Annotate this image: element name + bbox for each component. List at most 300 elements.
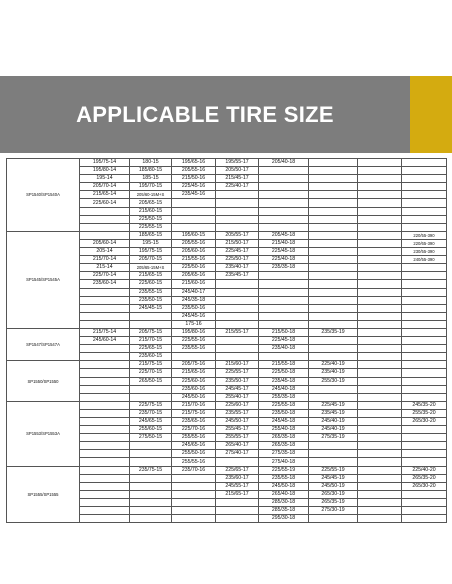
size-cell: 235/60-15: [130, 353, 172, 361]
size-cell: [80, 393, 130, 401]
size-cell: 220/65-390: [402, 239, 447, 247]
size-cell: 225/70-15: [130, 369, 172, 377]
size-cell: [402, 183, 447, 191]
empty-cell: [358, 507, 402, 515]
size-cell: 245/40-19: [309, 418, 358, 426]
size-cell: [309, 296, 358, 304]
size-cell: [80, 450, 130, 458]
empty-cell: [358, 418, 402, 426]
size-cell: 245/50-19: [309, 482, 358, 490]
size-cell: 235/50-16: [172, 304, 216, 312]
size-cell: 235/50-18: [259, 409, 309, 417]
size-cell: [309, 215, 358, 223]
size-cell: [402, 361, 447, 369]
size-cell: 205/55-16: [172, 239, 216, 247]
size-cell: 225/45-18: [259, 337, 309, 345]
size-cell: 235/45-18: [259, 377, 309, 385]
size-cell: [80, 361, 130, 369]
size-cell: 265/40-17: [216, 442, 259, 450]
size-cell: [309, 175, 358, 183]
size-cell: 225/45-19: [309, 401, 358, 409]
size-cell: 215/65-15: [130, 272, 172, 280]
size-cell: 265/35-18: [259, 442, 309, 450]
size-cell: 245/35-20: [402, 401, 447, 409]
size-cell: [402, 515, 447, 523]
empty-cell: [358, 280, 402, 288]
size-cell: 225/60-15: [130, 280, 172, 288]
size-cell: [130, 442, 172, 450]
size-cell: 275/40-18: [259, 458, 309, 466]
size-cell: [402, 280, 447, 288]
empty-cell: [358, 458, 402, 466]
size-cell: [216, 215, 259, 223]
size-cell: [172, 215, 216, 223]
size-cell: 225/50-15: [130, 215, 172, 223]
size-cell: 195/60-15: [172, 231, 216, 239]
size-cell: [309, 320, 358, 328]
size-cell: [216, 458, 259, 466]
size-cell: [172, 507, 216, 515]
size-cell: [309, 515, 358, 523]
size-cell: [402, 320, 447, 328]
size-cell: 205/60-16: [172, 248, 216, 256]
empty-cell: [358, 474, 402, 482]
size-cell: [130, 385, 172, 393]
size-cell: [309, 450, 358, 458]
size-cell: [80, 507, 130, 515]
model-cell: SP1553/SP1553A: [7, 401, 80, 466]
size-cell: 225/55-15: [130, 223, 172, 231]
size-cell: [216, 280, 259, 288]
size-cell: 245/40-19: [309, 426, 358, 434]
empty-cell: [358, 337, 402, 345]
model-cell: SP1555/SP1555: [7, 466, 80, 523]
size-cell: [402, 442, 447, 450]
size-cell: [80, 490, 130, 498]
size-cell: 195/75-15: [130, 248, 172, 256]
empty-cell: [358, 490, 402, 498]
size-cell: 215/65-17: [216, 490, 259, 498]
size-cell: 225/55-19: [309, 466, 358, 474]
size-cell: [402, 507, 447, 515]
size-cell: [172, 199, 216, 207]
size-cell: [402, 434, 447, 442]
size-cell: [402, 498, 447, 506]
size-cell: [80, 466, 130, 474]
size-cell: 275/35-18: [259, 450, 309, 458]
size-cell: [80, 474, 130, 482]
size-cell: [402, 264, 447, 272]
empty-cell: [358, 328, 402, 336]
empty-cell: [358, 167, 402, 175]
empty-cell: [358, 482, 402, 490]
size-cell: 185/65-15: [130, 231, 172, 239]
size-cell: 225/70-16: [172, 426, 216, 434]
empty-cell: [358, 256, 402, 264]
empty-cell: [358, 312, 402, 320]
empty-cell: [358, 498, 402, 506]
size-cell: [402, 167, 447, 175]
size-cell: 285/35-18: [259, 507, 309, 515]
page-title: APPLICABLE TIRE SIZE: [76, 101, 334, 127]
size-cell: 245/60-14: [80, 337, 130, 345]
size-cell: 235/55-16: [172, 345, 216, 353]
size-cell: [172, 515, 216, 523]
size-cell: 225/55-17: [216, 369, 259, 377]
size-cell: [259, 215, 309, 223]
size-cell: [130, 393, 172, 401]
size-cell: 245/40-17: [172, 288, 216, 296]
size-cell: [80, 207, 130, 215]
size-cell: [216, 304, 259, 312]
table-row: [7, 361, 447, 369]
size-cell: [259, 353, 309, 361]
size-cell: 205/65-15: [130, 199, 172, 207]
size-cell: 225/60-17: [216, 401, 259, 409]
size-cell: [130, 515, 172, 523]
size-cell: [309, 199, 358, 207]
size-cell: [402, 159, 447, 167]
size-cell: 215/40-18: [259, 239, 309, 247]
table-row: [7, 159, 447, 167]
size-cell: [309, 183, 358, 191]
size-cell: 215/50-17: [216, 239, 259, 247]
size-cell: [80, 458, 130, 466]
size-cell: [309, 304, 358, 312]
size-cell: [402, 272, 447, 280]
empty-cell: [358, 183, 402, 191]
size-cell: 235/75-15: [130, 466, 172, 474]
size-cell: 205/70-15: [130, 256, 172, 264]
size-cell: 205/45-18: [259, 231, 309, 239]
size-cell: 225/40-20: [402, 466, 447, 474]
size-cell: 235/60-14: [80, 280, 130, 288]
size-cell: 215/60-15: [130, 207, 172, 215]
empty-cell: [358, 239, 402, 247]
size-cell: 225/55-19: [259, 466, 309, 474]
size-cell: [216, 337, 259, 345]
empty-cell: [358, 207, 402, 215]
size-cell: [80, 434, 130, 442]
size-cell: 245/65-16: [172, 442, 216, 450]
empty-cell: [358, 353, 402, 361]
size-cell: [309, 458, 358, 466]
size-cell: [130, 458, 172, 466]
size-cell: 235/45-16: [172, 191, 216, 199]
size-cell: [402, 175, 447, 183]
size-cell: 235/60-17: [216, 474, 259, 482]
empty-cell: [358, 466, 402, 474]
size-cell: [130, 490, 172, 498]
size-cell: [402, 337, 447, 345]
size-cell: [309, 385, 358, 393]
empty-cell: [358, 385, 402, 393]
size-cell: [216, 345, 259, 353]
empty-cell: [358, 159, 402, 167]
size-cell: 265/30-20: [402, 482, 447, 490]
size-cell: 255/35-20: [402, 409, 447, 417]
size-cell: [80, 223, 130, 231]
size-cell: 225/75-15: [130, 401, 172, 409]
size-cell: 235/55-17: [216, 409, 259, 417]
size-cell: [130, 450, 172, 458]
size-cell: 245/50-18: [259, 482, 309, 490]
table-row: [7, 466, 447, 474]
size-cell: [402, 288, 447, 296]
size-cell: 215/65-16: [172, 369, 216, 377]
size-cell: [402, 312, 447, 320]
empty-cell: [358, 248, 402, 256]
empty-cell: [358, 320, 402, 328]
size-cell: [259, 272, 309, 280]
size-cell: [172, 482, 216, 490]
size-cell: [309, 442, 358, 450]
size-cell: 220/55-390: [402, 231, 447, 239]
empty-cell: [358, 450, 402, 458]
size-cell: [402, 328, 447, 336]
size-cell: 215-14: [80, 264, 130, 272]
tire-size-table: [6, 158, 447, 523]
size-cell: 225/50-16: [172, 264, 216, 272]
size-cell: 245/55-17: [216, 482, 259, 490]
empty-cell: [358, 515, 402, 523]
size-cell: [402, 296, 447, 304]
size-cell: [259, 288, 309, 296]
size-cell: [309, 337, 358, 345]
size-cell: [259, 320, 309, 328]
empty-cell: [358, 272, 402, 280]
size-cell: 195/80-14: [80, 167, 130, 175]
size-cell: [216, 312, 259, 320]
size-cell: [309, 264, 358, 272]
size-cell: 265/35-20: [402, 474, 447, 482]
size-cell: 195/75-14: [80, 159, 130, 167]
accent-bar: [410, 76, 452, 153]
size-cell: [309, 280, 358, 288]
size-cell: 215/55-16: [172, 256, 216, 264]
size-cell: 245/45-18: [259, 418, 309, 426]
size-cell: [402, 215, 447, 223]
empty-cell: [358, 296, 402, 304]
size-cell: 255/55-16: [172, 434, 216, 442]
model-cell: SP1547/SP1547A: [7, 328, 80, 360]
size-cell: [402, 191, 447, 199]
size-cell: [259, 280, 309, 288]
empty-cell: [358, 264, 402, 272]
size-cell: [80, 215, 130, 223]
size-cell: 265/35-19: [309, 498, 358, 506]
empty-cell: [358, 231, 402, 239]
size-cell: [80, 288, 130, 296]
size-cell: 235/50-17: [216, 377, 259, 385]
size-cell: 225/50-17: [216, 256, 259, 264]
size-cell: [402, 490, 447, 498]
size-cell: [402, 393, 447, 401]
size-cell: [172, 474, 216, 482]
size-cell: 245/65-15: [130, 418, 172, 426]
size-cell: 225/65-17: [216, 466, 259, 474]
size-cell: 255/35-18: [259, 393, 309, 401]
size-cell: 285/30-18: [259, 498, 309, 506]
size-cell: 175-16: [172, 320, 216, 328]
size-cell: 235/50-15: [130, 296, 172, 304]
size-cell: 255/55-16: [172, 458, 216, 466]
size-cell: 235/35-19: [309, 328, 358, 336]
table-row: [7, 231, 447, 239]
size-cell: 245/45-15: [130, 304, 172, 312]
size-cell: 215/70-14: [80, 256, 130, 264]
empty-cell: [358, 401, 402, 409]
size-cell: 215/70-15: [130, 337, 172, 345]
size-cell: 215/75-14: [80, 328, 130, 336]
size-cell: 205/40-18: [259, 159, 309, 167]
size-cell: 215/50-18: [259, 328, 309, 336]
size-cell: [80, 320, 130, 328]
empty-cell: [358, 426, 402, 434]
size-cell: 245/40-18: [259, 385, 309, 393]
size-cell: 205/60-14: [80, 239, 130, 247]
size-cell: [80, 498, 130, 506]
size-cell: 195/70-15: [130, 183, 172, 191]
size-cell: [216, 320, 259, 328]
size-cell: 205/60-15M+S: [130, 191, 172, 199]
size-cell: 195-15: [130, 239, 172, 247]
size-cell: 235/35-18: [259, 264, 309, 272]
size-cell: 195/55-17: [216, 159, 259, 167]
size-cell: [80, 442, 130, 450]
size-cell: [216, 515, 259, 523]
size-cell: [80, 515, 130, 523]
size-cell: 195-14: [80, 175, 130, 183]
size-cell: 275/30-19: [309, 507, 358, 515]
size-cell: [259, 223, 309, 231]
size-cell: 265/40-18: [259, 490, 309, 498]
empty-cell: [358, 434, 402, 442]
size-cell: 230/55-390: [402, 248, 447, 256]
size-cell: [259, 175, 309, 183]
size-cell: 215/55-17: [216, 328, 259, 336]
size-cell: 205/75-16: [172, 361, 216, 369]
size-cell: 180-15: [130, 159, 172, 167]
size-cell: [309, 223, 358, 231]
size-cell: 245/50-16: [172, 393, 216, 401]
size-cell: [130, 474, 172, 482]
size-cell: [402, 377, 447, 385]
size-cell: [259, 312, 309, 320]
size-cell: [402, 385, 447, 393]
size-cell: [402, 353, 447, 361]
size-cell: 255/60-15: [130, 426, 172, 434]
size-cell: 235/55-15: [130, 288, 172, 296]
size-cell: [216, 223, 259, 231]
empty-cell: [358, 377, 402, 385]
empty-cell: [358, 304, 402, 312]
size-cell: 205/75-15: [130, 328, 172, 336]
size-cell: 185-15: [130, 175, 172, 183]
size-cell: 225/60-14: [80, 199, 130, 207]
size-cell: 225/45-17: [216, 248, 259, 256]
size-cell: [309, 207, 358, 215]
size-cell: [402, 450, 447, 458]
size-cell: 225/70-14: [80, 272, 130, 280]
size-cell: [402, 207, 447, 215]
size-cell: 205/65-15M+S: [130, 264, 172, 272]
model-cell: SP1540/SP1540A: [7, 159, 80, 232]
size-cell: 215/75-16: [172, 409, 216, 417]
size-cell: 185/80-15: [130, 167, 172, 175]
size-cell: [402, 345, 447, 353]
size-cell: 255/40-18: [259, 426, 309, 434]
size-cell: [80, 385, 130, 393]
size-cell: 205/70-14: [80, 183, 130, 191]
empty-cell: [358, 223, 402, 231]
size-cell: [309, 248, 358, 256]
size-cell: [216, 288, 259, 296]
size-cell: [216, 353, 259, 361]
size-cell: [80, 418, 130, 426]
size-cell: [80, 426, 130, 434]
size-cell: 215/70-16: [172, 401, 216, 409]
size-cell: 240/55-390: [402, 256, 447, 264]
size-cell: 225/60-16: [172, 377, 216, 385]
size-cell: [309, 345, 358, 353]
size-cell: [309, 191, 358, 199]
size-cell: 235/40-18: [259, 345, 309, 353]
size-cell: 245/35-18: [172, 296, 216, 304]
size-cell: [402, 426, 447, 434]
size-cell: 245/50-17: [216, 418, 259, 426]
size-cell: [402, 223, 447, 231]
header-banner: [0, 76, 452, 153]
empty-cell: [358, 191, 402, 199]
size-cell: [259, 207, 309, 215]
size-cell: [309, 288, 358, 296]
empty-cell: [358, 361, 402, 369]
empty-cell: [358, 345, 402, 353]
size-cell: [216, 199, 259, 207]
size-cell: 205/65-16: [172, 272, 216, 280]
table-row: [7, 328, 447, 336]
size-cell: 225/40-17: [216, 183, 259, 191]
size-cell: 255/55-17: [216, 434, 259, 442]
size-cell: 225/55-18: [259, 401, 309, 409]
size-cell: 205-14: [80, 248, 130, 256]
size-cell: 255/45-17: [216, 426, 259, 434]
size-cell: [216, 207, 259, 215]
size-cell: 245/45-19: [309, 474, 358, 482]
size-cell: [309, 353, 358, 361]
size-cell: [309, 239, 358, 247]
size-cell: [80, 401, 130, 409]
size-cell: 225/45-18: [259, 248, 309, 256]
size-cell: 255/30-19: [309, 377, 358, 385]
size-cell: 235/40-17: [216, 264, 259, 272]
size-cell: 265/50-15: [130, 377, 172, 385]
size-cell: 225/40-18: [259, 256, 309, 264]
size-cell: [259, 183, 309, 191]
size-cell: 235/45-17: [216, 272, 259, 280]
empty-cell: [358, 442, 402, 450]
empty-cell: [358, 215, 402, 223]
size-cell: 205/55-16: [172, 167, 216, 175]
size-cell: [80, 304, 130, 312]
size-cell: 255/50-16: [172, 450, 216, 458]
size-cell: 215/55-18: [259, 361, 309, 369]
size-cell: 275/50-15: [130, 434, 172, 442]
size-cell: 225/40-19: [309, 361, 358, 369]
size-cell: [172, 207, 216, 215]
size-cell: [259, 199, 309, 207]
